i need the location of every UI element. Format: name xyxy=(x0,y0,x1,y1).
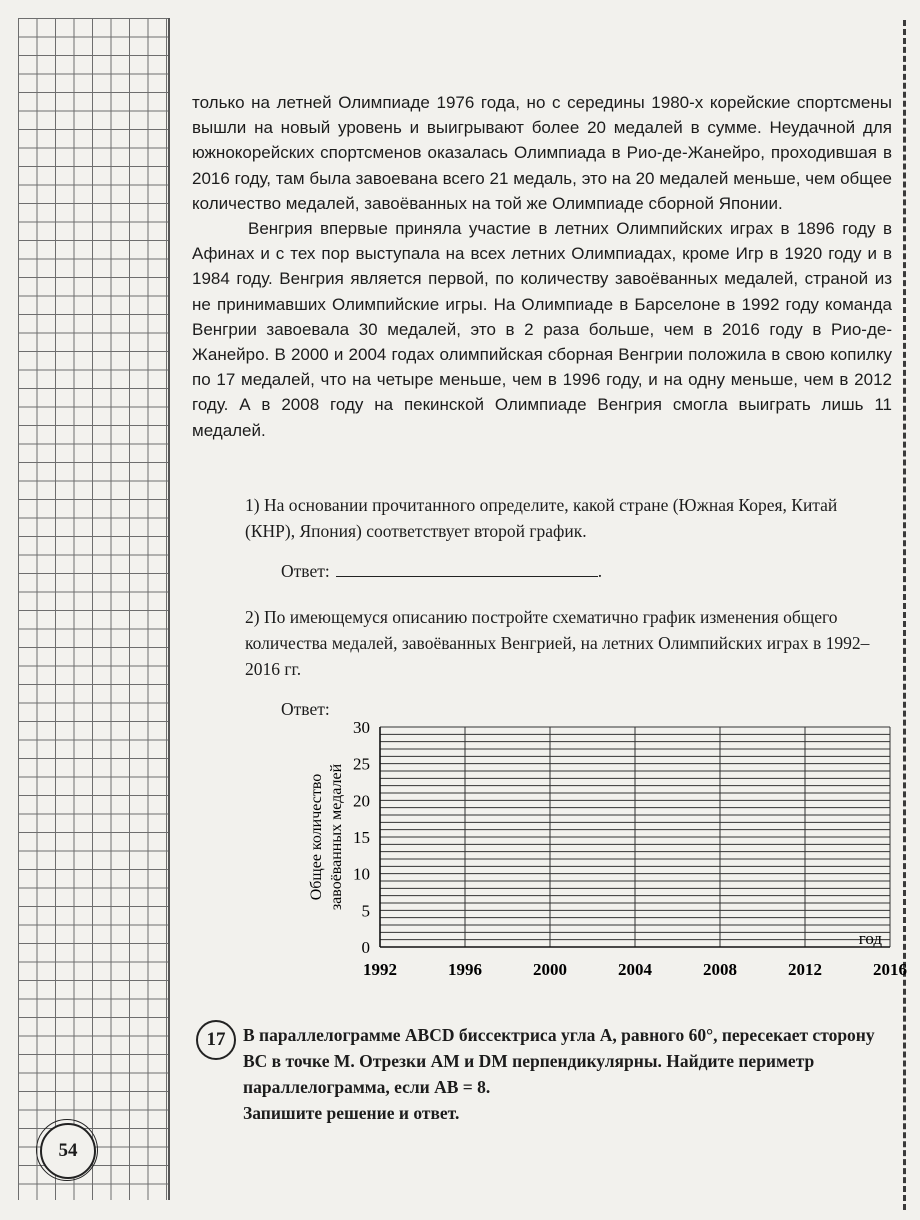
y-tick-label: 0 xyxy=(361,938,370,957)
question-1-text: На основании прочитанного определите, какой стране (Южная Корея, Китай (КНР), Япония) соответствует второй график. xyxy=(245,495,838,541)
y-tick-label: 20 xyxy=(353,791,370,811)
answer-end: . xyxy=(597,561,603,581)
question-1 xyxy=(245,492,890,584)
x-tick-label: 2008 xyxy=(703,960,737,979)
problem-statement: В параллелограмме ABCD биссектриса угла A, равного 60°, пересекает сторону BC в точке M. Отрезки AM и DM перпендикулярны. Найдите периметр параллелограмма, если AB = 8. xyxy=(243,1025,875,1097)
y-axis-label xyxy=(308,763,345,910)
y-tick-label: 5 xyxy=(361,901,370,921)
x-axis-label: год xyxy=(858,929,882,948)
answer-label-1: Ответ: xyxy=(281,561,330,581)
x-tick-label: 1996 xyxy=(448,960,482,979)
question-1-number: 1) xyxy=(245,495,260,515)
problem-number: 17 xyxy=(196,1020,236,1060)
y-tick-label: 25 xyxy=(353,754,370,774)
question-2 xyxy=(245,604,890,722)
y-tick-label: 30 xyxy=(353,718,370,737)
y-tick-label: 10 xyxy=(353,864,370,884)
answer-chart-grid[interactable] xyxy=(270,715,907,990)
passage xyxy=(192,90,892,443)
x-tick-label: 2016 xyxy=(873,960,907,979)
passage-paragraph-1: только на летней Олимпиаде 1976 года, но с середины 1980-х корейские спортсмены вышли на новый уровень и выигрывают более 20 медалей в сумме. Неудачной для южнокорейских спортсменов оказалась Олимпиада в Рио-де-Жанейро, проходившая в 2016 году, там была завоевана всего 21 медаль, это на 20 медалей меньше, чем общее количество медалей, завоёванных на той же Олимпиаде сборной Японии. xyxy=(192,93,892,213)
problem-instruction: Запишите решение и ответ. xyxy=(243,1103,460,1123)
y-axis-label-line: завоёванных медалей xyxy=(328,763,345,911)
answer-line-1[interactable] xyxy=(336,560,598,577)
question-2-text: По имеющемуся описанию постройте схематично график изменения общего количества медалей, завоёванных Венгрией, на летних Олимпийских играх в 1992–2016 гг. xyxy=(245,607,870,679)
y-axis-label-line: Общее количество xyxy=(308,773,325,901)
x-tick-label: 2000 xyxy=(533,960,567,979)
x-tick-label: 2012 xyxy=(788,960,822,979)
passage-paragraph-2: Венгрия впервые приняла участие в летних Олимпийских играх в 1896 году в Афинах и с тех пор выступала на всех летних Олимпиадах, кроме Игр в 1920 году и в 1984 году. Венгрия является первой, по количеству завоёванных медалей, страной из не принимавших Олимпийские игры. На Олимпиаде в Барселоне в 1992 году команда Венгрии завоевала 30 медалей, это в 2 раза больше, чем в 2016 году в Рио-де-Жанейро. В 2000 и 2004 годах олимпийская сборная Венгрии положила в свою копилку по 17 медалей, что на четыре меньше, чем в 1996 году, и на одну меньше, чем в 2012 году. А в 2008 году на пекинской Олимпиаде Венгрия смогла выиграть лишь 11 медалей. xyxy=(192,219,892,440)
x-tick-label: 1992 xyxy=(363,960,397,979)
x-tick-label: 2004 xyxy=(618,960,652,979)
cut-line xyxy=(903,20,906,1210)
y-tick-label: 15 xyxy=(353,828,370,847)
answer-label-2: Ответ: xyxy=(281,699,330,719)
grid-margin xyxy=(18,18,170,1200)
question-2-number: 2) xyxy=(245,607,260,627)
page-number: 54 xyxy=(40,1123,96,1179)
